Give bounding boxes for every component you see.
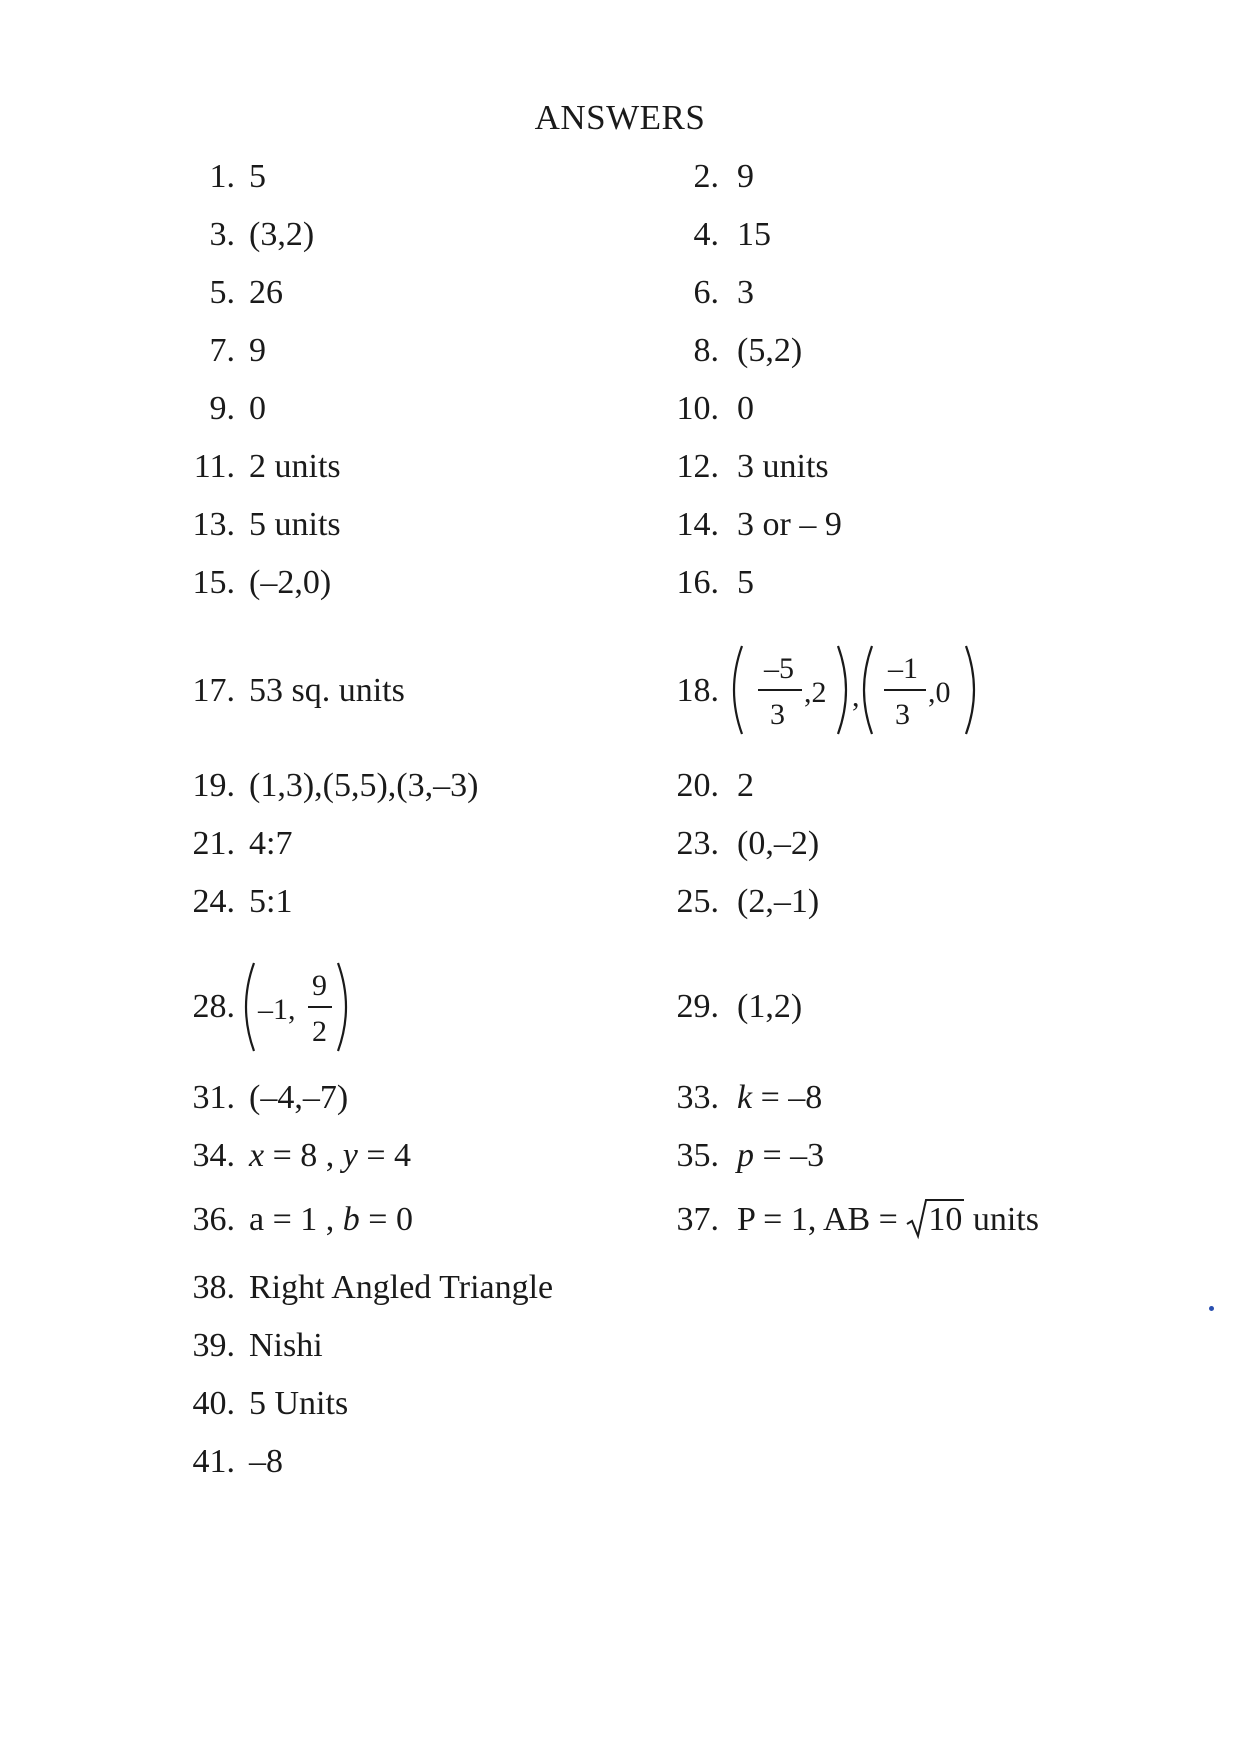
answer-23: 23. (0,–2) [676, 825, 820, 862]
answer-4: 4. 15 [693, 216, 771, 253]
answer-29: 29. (1,2) [676, 988, 803, 1025]
frac1-value: ,2 [804, 676, 827, 709]
answer-38: 38. Right Angled Triangle [192, 1269, 554, 1306]
answer-9: 9. 0 [209, 390, 266, 427]
answer-40: 40. 5 Units [192, 1385, 349, 1422]
frac2-denominator: 3 [895, 698, 910, 731]
pair-first-value: –1, [258, 993, 296, 1026]
frac1-numerator: –5 [764, 652, 794, 685]
sqrt-symbol: 10 [906, 1200, 964, 1240]
answer-10: 10. 0 [676, 390, 754, 427]
answer-20: 20. 2 [676, 767, 754, 804]
answer-37: 37. P = 1, AB = 10 units [676, 1201, 1039, 1238]
answer-18-label: 18. [676, 672, 719, 709]
answer-1: 1. 5 [209, 158, 266, 195]
answer-6: 6. 3 [693, 274, 754, 311]
answer-11: 11. 2 units [193, 448, 341, 485]
stray-dot [1209, 1306, 1214, 1311]
frac2-value: ,0 [928, 676, 951, 709]
answer-5: 5. 26 [209, 274, 283, 311]
frac-denominator: 2 [312, 1015, 327, 1048]
answer-7: 7. 9 [209, 332, 266, 369]
answer-28-label: 28. [192, 988, 235, 1025]
page-title: ANSWERS [534, 98, 706, 137]
frac1-denominator: 3 [770, 698, 785, 731]
answer-3: 3. (3,2) [209, 216, 315, 253]
frac2-numerator: –1 [888, 652, 918, 685]
answer-2: 2. 9 [693, 158, 754, 195]
answer-21: 21. 4:7 [192, 825, 293, 862]
answer-28-math [240, 957, 360, 1057]
answer-15: 15. (–2,0) [192, 564, 332, 601]
answer-18-math [728, 640, 988, 740]
answer-31: 31. (–4,–7) [192, 1079, 349, 1116]
answer-34: 34. x = 8 , y = 4 [192, 1137, 412, 1174]
answer-19: 19. (1,3),(5,5),(3,–3) [192, 767, 479, 804]
answer-39: 39. Nishi [192, 1327, 323, 1364]
answer-17: 17. 53 sq. units [192, 672, 405, 709]
answer-41: 41. –8 [192, 1443, 283, 1480]
answer-33: 33. k = –8 [676, 1079, 823, 1116]
answer-35: 35. p = –3 [676, 1137, 825, 1174]
answer-36: 36. a = 1 , b = 0 [192, 1201, 413, 1238]
frac-numerator: 9 [312, 969, 327, 1002]
answer-16: 16. 5 [676, 564, 754, 601]
answer-13: 13. 5 units [192, 506, 341, 543]
pair-separator: , [852, 680, 860, 713]
answer-24: 24. 5:1 [192, 883, 293, 920]
answer-12: 12. 3 units [676, 448, 829, 485]
answer-14: 14. 3 or – 9 [676, 506, 842, 543]
answer-25: 25. (2,–1) [676, 883, 820, 920]
answer-8: 8. (5,2) [693, 332, 803, 369]
